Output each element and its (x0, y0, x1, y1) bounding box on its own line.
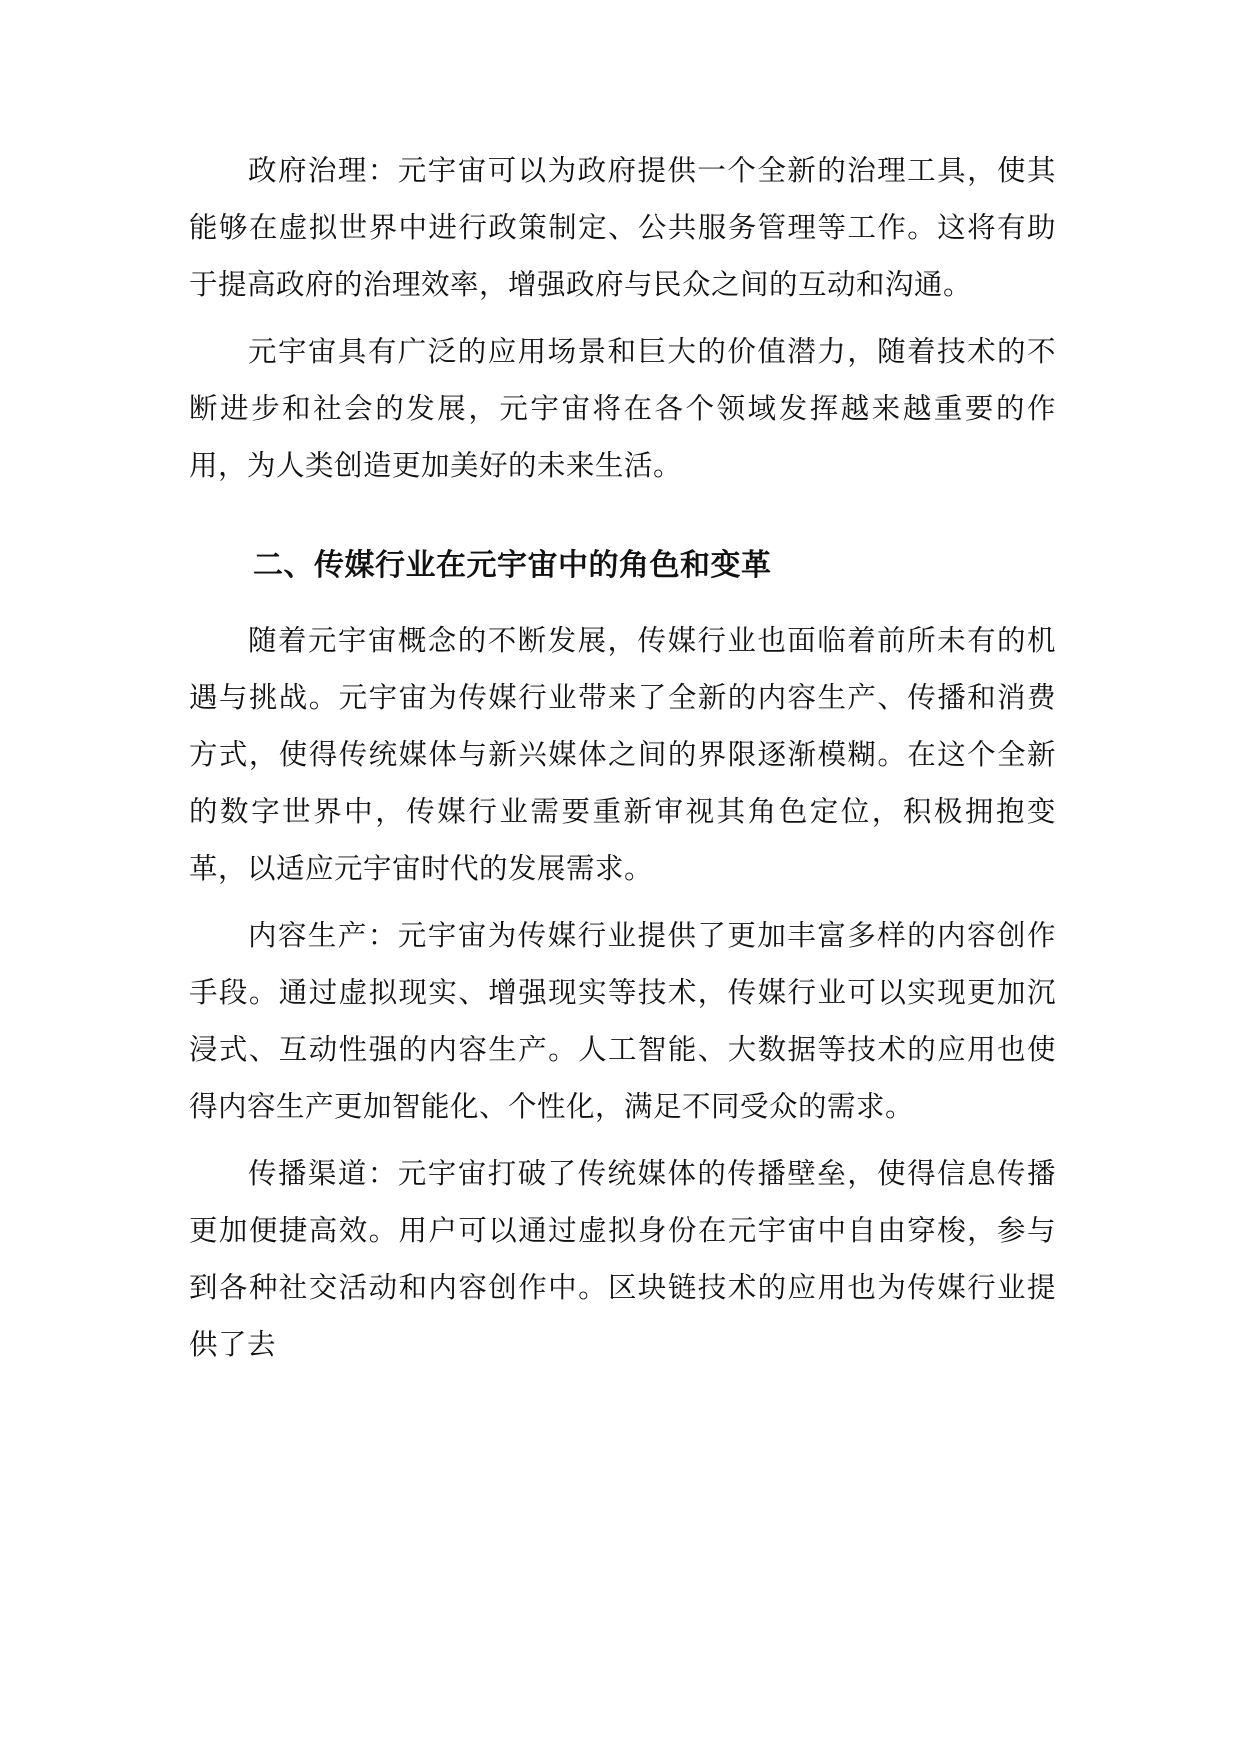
section-heading: 二、传媒行业在元宇宙中的角色和变革 (253, 548, 772, 583)
paragraph-content-production: 内容生产：元宇宙为传媒行业提供了更加丰富多样的内容创作手段。通过虚拟现实、增强现实等技术，传媒行业可以实现更加沉浸式、互动性强的内容生产。人工智能、大数据等技术的应用也使得内容生产更加智能化、个性化，满足不同受众的需求。 (189, 919, 1056, 1123)
paragraph-government-governance: 政府治理：元宇宙可以为政府提供一个全新的治理工具，使其能够在虚拟世界中进行政策制定、公共服务管理等工作。这将有助于提高政府的治理效率，增强政府与民众之间的互动和沟通。 (189, 154, 1056, 301)
paragraph-distribution-channels: 传播渠道：元宇宙打破了传统媒体的传播壁垒，使得信息传播更加便捷高效。用户可以通过虚拟身份在元宇宙中自由穿梭，参与到各种社交活动和内容创作中。区块链技术的应用也为传媒行业提供了去 (189, 1157, 1056, 1361)
document-body (189, 142, 1056, 1383)
paragraph-media-opportunity: 随着元宇宙概念的不断发展，传媒行业也面临着前所未有的机遇与挑战。元宇宙为传媒行业带来了全新的内容生产、传播和消费方式，使得传统媒体与新兴媒体之间的界限逐渐模糊。在这个全新的数字世界中，传媒行业需要重新审视其角色定位，积极拥抱变革，以适应元宇宙时代的发展需求。 (189, 624, 1056, 885)
paragraph-metaverse-potential: 元宇宙具有广泛的应用场景和巨大的价值潜力，随着技术的不断进步和社会的发展，元宇宙将在各个领域发挥越来越重要的作用，为人类创造更加美好的未来生活。 (189, 335, 1056, 482)
